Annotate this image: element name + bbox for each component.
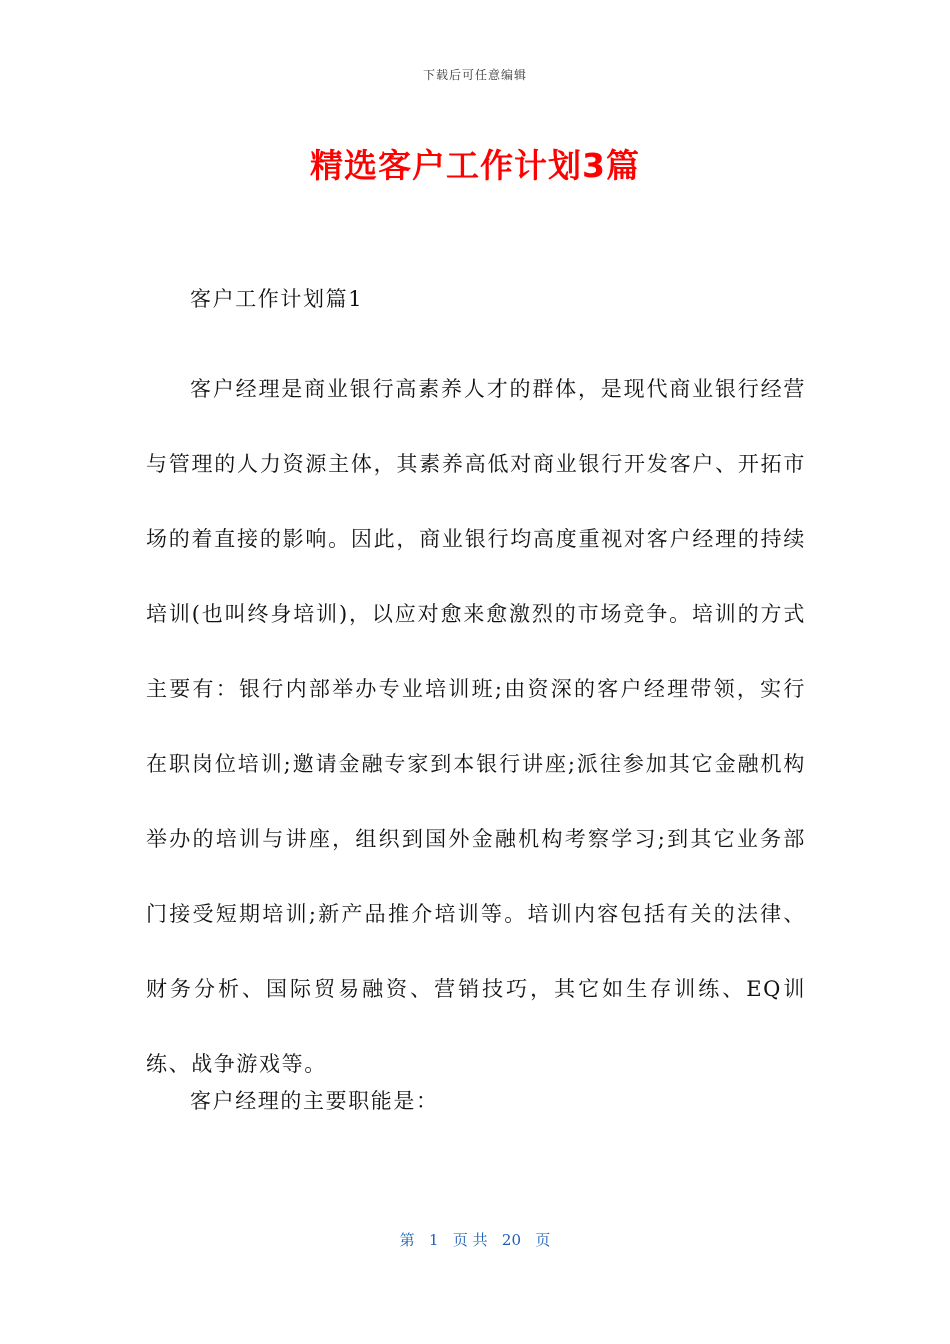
page-mid: 页 共 <box>452 1231 488 1249</box>
page-suffix: 页 <box>535 1231 551 1249</box>
section-heading: 客户工作计划篇1 <box>190 287 364 311</box>
page-total: 20 <box>501 1231 522 1249</box>
page-prefix: 第 <box>399 1231 415 1249</box>
page-indicator <box>0 1229 950 1250</box>
header-note: 下载后可任意编辑 <box>422 68 527 82</box>
paragraph-training: 客户经理是商业银行高素养人才的群体，是现代商业银行经营与管理的人力资源主体，其素养高低对商业银行开发客户、开拓市场的着直接的影响。因此，商业银行均高度重视对客户经理的持续培训(也叫终身培训)，以应对愈来愈激烈的市场竞争。培训的方式主要有：银行内部举办专业培训班;由资深的客户经理带领，实行在职岗位培训;邀请金融专家到本银行讲座;派往参加其它金融机构举办的培训与讲座，组织到国外金融机构考察学习;到其它业务部门接受短期培训;新产品推介培训等。培训内容包括有关的法律、财务分析、国际贸易融资、营销技巧，其它如生存训练、EQ训练、战争游戏等。 <box>146 377 806 1076</box>
document-title: 精选客户工作计划3篇 <box>310 146 640 185</box>
page-current: 1 <box>428 1231 439 1249</box>
paragraph-duties-intro: 客户经理的主要职能是： <box>190 1089 439 1113</box>
